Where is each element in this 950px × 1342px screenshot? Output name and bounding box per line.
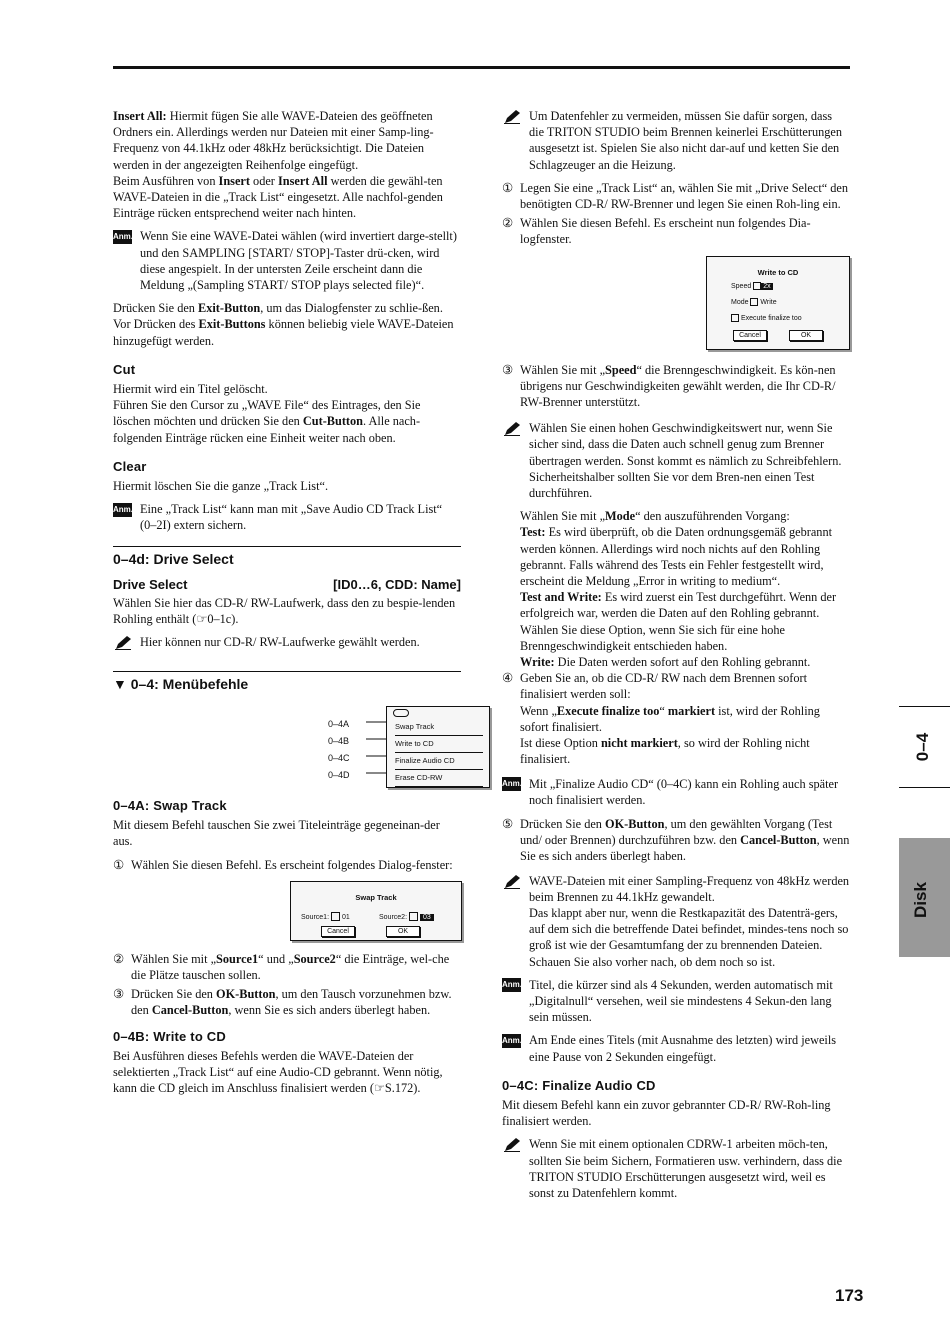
note-vibration: Um Datenfehler zu vermeiden, müssen Sie dafür sorgen, dass die TRITON STUDIO beim Brennen keinerlei Erschütterungen ausgesetzt ist. Spielen Sie also nicht dar-auf und ketten Sie den Schlagzeuger an die Heizung. — [502, 108, 850, 173]
cut-paragraph: Hiermit wird ein Titel gelöscht. Führen Sie den Cursor zu „WAVE File“ des Eintrages, den Sie löschen möchten und drücken Sie den Cut-Button. Alle nach-folgenden Einträge rücken eine Einheit weiter nach oben. — [113, 382, 421, 445]
swap-track-dialog — [290, 881, 462, 941]
section-04: ▼ 0–4: Menübefehle — [113, 671, 461, 692]
pencil-icon — [502, 421, 521, 436]
clear-paragraph: Hiermit löschen Sie die ganze „Track List“. — [113, 479, 329, 494]
paragraph-04a: Mit diesem Befehl tauschen Sie zwei Titeleinträge gegeneinan-der aus. — [113, 818, 440, 849]
dialog-title: Write to CD — [757, 267, 799, 277]
right-column — [502, 108, 850, 1208]
top-rule — [113, 66, 850, 69]
insert-all-paragraph: Insert All: Hiermit fügen Sie alle WAVE-Dateien des geöffneten Ordners ein. Allerdings werden nur Dateien mit einer Samp-ling-Frequenz von 44.1kHz oder 48kHz berücksichtigt. Die Dateien werden in der angezeigten Reihenfolge eingefügt. Beim Ausführen von Insert oder Insert All werden die gewähl-ten WAVE-Dateien in die „Track List“ eingesetzt. Alle nachfol-genden Einträge rücken entsprechend weiter nach hinten. — [113, 109, 443, 221]
menu-label: 0–4B — [328, 735, 350, 746]
step-5: ⑤ Drücken Sie den OK-Button, um den gewählten Vorgang (Test und/ oder Brennen) durchzuführen bzw. den Cancel-Button, wenn Sie es sich anders überlegt haben. — [502, 816, 850, 864]
menu-window — [386, 706, 490, 788]
anm-icon: Anm. — [502, 1033, 521, 1048]
menu-label: 0–4A — [328, 718, 350, 729]
menu-item-swap-track[interactable]: Swap Track — [395, 719, 483, 736]
cut-heading: Cut — [113, 361, 136, 377]
cancel-button[interactable]: Cancel — [733, 330, 767, 341]
section-tab: 0–4 — [899, 706, 950, 788]
menu-item-finalize[interactable]: Finalize Audio CD — [395, 753, 483, 770]
anm-icon: Anm. — [502, 978, 521, 993]
menu-item-write-to-cd[interactable]: Write to CD — [395, 736, 483, 753]
paragraph-04c: Mit diesem Befehl kann ein zuvor gebrannter CD-R/ RW-Roh-ling finalisiert werden. — [502, 1097, 831, 1129]
note-drives: Hier können nur CD-R/ RW-Laufwerke gewählt werden. — [113, 634, 461, 650]
menu-figure — [113, 702, 461, 790]
ok-button[interactable]: OK — [789, 330, 823, 341]
menu-item-erase[interactable]: Erase CD-RW — [395, 770, 483, 787]
write-to-cd-dialog — [706, 256, 850, 350]
note-speed: Wählen Sie einen hohen Geschwindigkeitswert nur, wenn Sie sicher sind, dass die Daten auch schnell genug zum Brenner übertragen werden. Sonst kommt es nämlich zu Schreibfehlern. Sicherheitshalber sollten Sie vor dem Bren-nen einen Test durchführen. — [502, 420, 850, 501]
note-track-list: Anm. Eine „Track List“ kann man mit „Save Audio CD Track List“ (0–2I) extern sichern. — [113, 502, 443, 533]
note-finalize-later: Anm. Mit „Finalize Audio CD“ (0–4C) kann ein Rohling auch später noch finalisiert werden. — [502, 776, 839, 807]
mode-description: Wählen Sie mit „Mode“ den auszuführenden Vorgang: Test: Es wird überprüft, ob die Daten ordnungsgemäß gebrannt werden können. Allerdings wird noch nichts auf den Rohling gebrannt. Falls während des Tests ein Fehler festgestellt wird, erscheint die Meldung „Error in writing to medium“. Test and Write: Es wird zuerst ein Test durchgeführt. Wenn der erfolgreich war, werden die Daten auf den Rohling gebrannt. Wählen Sie diese Option, wenn Sie sich für eine hohe Brenngeschwindigkeit entschieden haben. Write: Die Daten werden sofort auf den Rohling gebrannt. — [520, 509, 837, 670]
note-48khz: WAVE-Dateien mit einer Sampling-Frequenz von 48kHz werden beim Brennen zu 44.1kHz gewandelt. Das klappt aber nur, wenn die Restkapazität des Datenträ-gers, auf dem sich die betreffende Datei befindet, mindes-tens noch so groß ist wie der Gesamtumfang der zu brennenden Dateien. Schauen Sie also vorher nach, ob dem noch so ist. — [502, 873, 850, 970]
mode-field[interactable]: Mode Write — [731, 298, 777, 306]
clear-heading: Clear — [113, 458, 147, 474]
speed-field[interactable]: Speed 2x — [731, 282, 771, 290]
dialog-title: Swap Track — [355, 892, 397, 902]
anm-icon: Anm. — [113, 502, 132, 517]
heading-04a: 0–4A: Swap Track — [113, 797, 227, 813]
step-2: ② Wählen Sie diesen Befehl. Es erscheint nun folgendes Dia-logfenster. — [502, 216, 811, 247]
heading-04b: 0–4B: Write to CD — [113, 1028, 226, 1044]
step-1: ① Wählen Sie diesen Befehl. Es erscheint folgendes Dialog-fenster: — [113, 857, 453, 872]
note-short-tracks: Anm. Titel, die kürzer sind als 4 Sekunden, werden automatisch mit „Digitalnull“ versehen, weil sie mindestens 4 Sekun-den lang sein müssen. — [502, 977, 833, 1025]
exit-paragraph: Drücken Sie den Exit-Button, um das Dialogfenster zu schlie-ßen. Vor Drücken des Exit-Buttons können beliebig viele WAVE-Dateien hinzugefügt werden. — [113, 301, 454, 348]
drive-select-paragraph: Wählen Sie hier das CD-R/ RW-Laufwerk, dass den zu bespie-lenden Rohling enthält (☞0–1c). — [113, 596, 456, 627]
step-3: ③ Drücken Sie den OK-Button, um den Tausch vorzunehmen bzw. den Cancel-Button, wenn Sie es sich anders überlegt haben. — [113, 987, 452, 1018]
note-sampling: Anm. Wenn Sie eine WAVE-Datei wählen (wird invertiert darge-stellt) und den SAMPLING [START/ STOP]-Taster drü-cken, wird diese angespielt. In der untersten Zeile erscheint dann die Meldung „(Sampling START/ STOP plays selected file)“. — [113, 229, 457, 293]
step-3: ③ Wählen Sie mit „Speed“ die Brenngeschwindigkeit. Es kön-nen übrigens nur Geschwindigkeiten gewählt werden, die Ihr CD-R/ RW-Brenner unterstützt. — [502, 362, 836, 410]
anm-icon: Anm. — [502, 777, 521, 792]
cancel-button[interactable]: Cancel — [321, 926, 355, 937]
note-pause: Anm. Am Ende eines Titels (mit Ausnahme des letzten) wird jeweils eine Pause von 2 Sekunden eingefügt. — [502, 1033, 837, 1064]
left-column — [113, 108, 461, 1103]
page-number: 173 — [835, 1286, 864, 1305]
pencil-icon — [502, 1137, 521, 1152]
pencil-icon — [502, 109, 521, 124]
menu-icon — [393, 709, 409, 717]
chapter-tab: Disk — [899, 838, 950, 957]
step-1: ① Legen Sie eine „Track List“ an, wählen Sie mit „Drive Select“ den benötigten CD-R/ RW-Brenner und legen Sie einen Roh-ling ein. — [502, 180, 849, 212]
finalize-checkbox[interactable]: Execute finalize too — [731, 311, 802, 327]
source1-field[interactable]: Source1: 01 — [301, 913, 350, 921]
section-04d: 0–4d: Drive Select — [113, 546, 461, 567]
menu-label: 0–4D — [328, 769, 350, 780]
source2-field[interactable]: Source2: 03 — [379, 910, 434, 926]
anm-icon: Anm. — [113, 229, 132, 244]
menu-label: 0–4C — [328, 752, 350, 763]
pencil-icon — [113, 635, 132, 650]
drive-select-heading: Drive Select [ID0…6, CDD: Name] — [113, 576, 461, 592]
heading-04c: 0–4C: Finalize Audio CD — [502, 1077, 656, 1093]
step-4: ④ Geben Sie an, ob die CD-R/ RW nach dem Brennen sofort finalisiert werden soll: Wenn „Execute finalize too“ markiert ist, wird der Rohling sofort finalisiert. Ist diese Option nicht markiert, so wird der Rohling nicht finalisiert. — [502, 671, 820, 767]
note-cdrw1: Wenn Sie mit einem optionalen CDRW-1 arbeiten möch-ten, sollten Sie beim Sichern, Formatieren usw. verhindern, dass die TRITON STUDIO Erschütterungen ausgesetzt wird, weil es sonst zu Datenfehlern kommt. — [502, 1136, 850, 1201]
ok-button[interactable]: OK — [386, 926, 420, 937]
pencil-icon — [502, 874, 521, 889]
step-2: ② Wählen Sie mit „Source1“ und „Source2“ die Einträge, wel-che die Plätze tauschen sollen. — [113, 951, 450, 982]
paragraph-04b: Bei Ausführen dieses Befehls werden die WAVE-Dateien der selektierten „Track List“ auf eine Audio-CD gebrannt. Wenn nötig, kann die CD gleich im Anschluss finalisiert werden (☞S.172). — [113, 1048, 443, 1096]
